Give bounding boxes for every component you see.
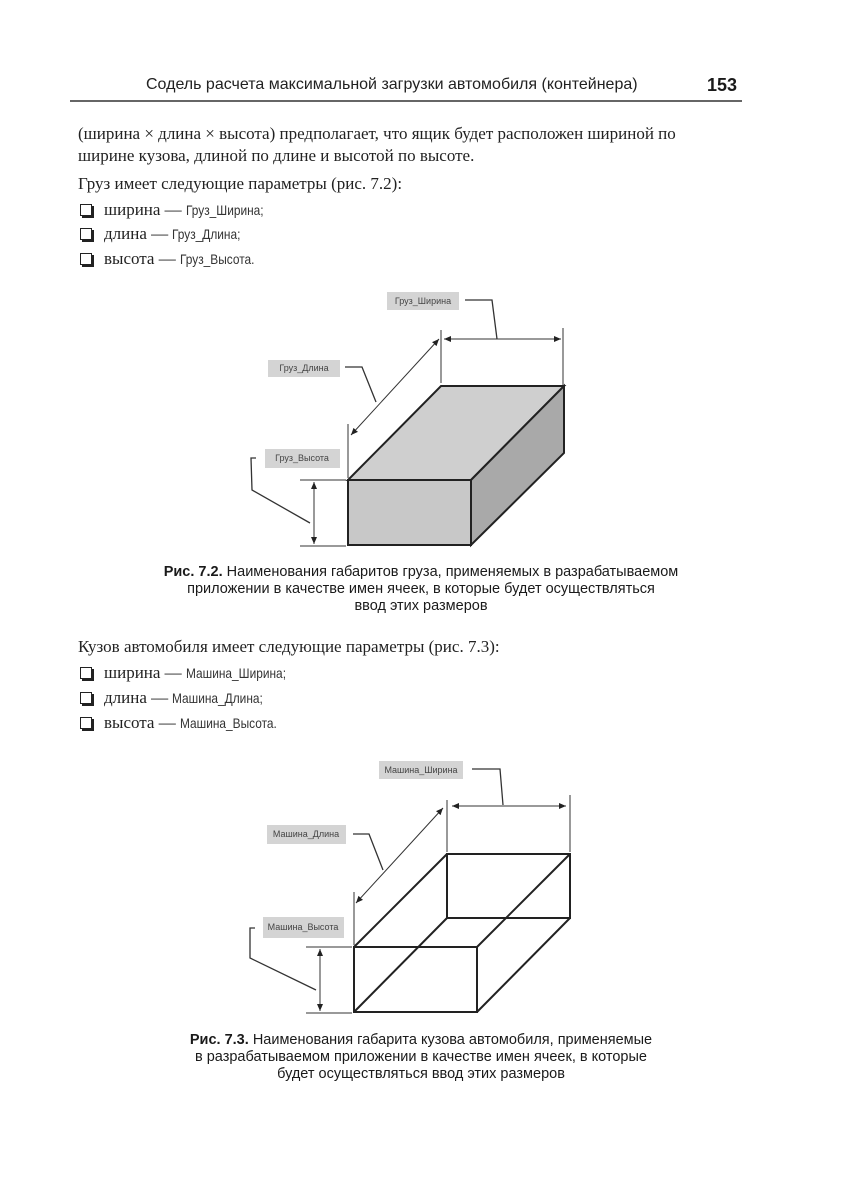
cell-name: Груз_Длина bbox=[172, 226, 238, 242]
item-term: ширина — bbox=[104, 200, 186, 219]
length-label: Груз_Длина bbox=[279, 363, 329, 373]
checkbox-bullet-icon bbox=[80, 667, 92, 679]
figure-7-3-car-body bbox=[250, 761, 570, 1013]
front-rect bbox=[354, 947, 477, 1012]
box-front-face bbox=[348, 480, 471, 545]
running-header: Содель расчета максимальной загрузки автомобиля (контейнера) bbox=[146, 76, 638, 93]
item-cell-name bbox=[172, 690, 263, 706]
caption-line: Наименования габаритов груза, применяемых в разрабатываемом bbox=[226, 564, 679, 580]
paragraph-line: (ширина × длина × высота) предполагает, что ящик будет расположен шириной по bbox=[78, 124, 676, 143]
punct: ; bbox=[282, 665, 286, 681]
list-item bbox=[80, 688, 279, 708]
punct: ; bbox=[237, 226, 241, 242]
length-label: Машина_Длина bbox=[272, 829, 340, 839]
page-number: 153 bbox=[707, 75, 738, 95]
length-leader bbox=[353, 834, 383, 870]
checkbox-bullet-icon bbox=[80, 692, 92, 704]
width-leader bbox=[465, 300, 497, 339]
back-rect bbox=[447, 854, 570, 918]
item-term: ширина — bbox=[104, 663, 186, 682]
width-label: Груз_Ширина bbox=[394, 296, 452, 306]
caption-number: Рис. 7.3. bbox=[189, 1032, 249, 1048]
caption-line: Наименования габарита кузова автомобиля, применяемые bbox=[252, 1032, 653, 1048]
cargo-intro: Груз имеет следующие параметры (рис. 7.2): bbox=[78, 174, 403, 193]
list-item bbox=[80, 663, 304, 683]
cell-name: Машина_Высота bbox=[179, 715, 274, 731]
caption-line: ввод этих размеров bbox=[354, 598, 488, 614]
punct: ; bbox=[260, 202, 264, 218]
item-cell-name bbox=[186, 665, 286, 681]
item-term: длина — bbox=[104, 224, 173, 243]
caption-line: будет осуществляться ввод этих размеров bbox=[277, 1066, 565, 1082]
length-leader bbox=[345, 367, 376, 402]
cell-name: Груз_Ширина bbox=[185, 202, 261, 218]
item-cell-name bbox=[180, 715, 277, 731]
punct: . bbox=[251, 251, 255, 267]
length-arrow bbox=[356, 808, 443, 903]
cell-name: Груз_Высота bbox=[179, 251, 252, 267]
caption-number: Рис. 7.2. bbox=[163, 564, 223, 580]
height-label: Машина_Высота bbox=[267, 922, 339, 932]
punct: ; bbox=[259, 690, 264, 706]
item-term: длина — bbox=[104, 688, 173, 707]
car-intro: Кузов автомобиля имеет следующие параметры (рис. 7.3): bbox=[78, 637, 500, 656]
cell-name: Машина_Длина bbox=[172, 690, 260, 706]
item-term: высота — bbox=[104, 713, 180, 732]
cell-name: Машина_Ширина bbox=[185, 665, 283, 681]
list-item bbox=[80, 713, 294, 733]
punct: . bbox=[273, 715, 277, 731]
width-label: Машина_Ширина bbox=[384, 765, 458, 775]
item-term: высота — bbox=[104, 249, 180, 268]
caption-line: в разрабатываемом приложении в качестве имен ячеек, в которые bbox=[195, 1049, 647, 1065]
paragraph-line: ширине кузова, длиной по длине и высотой по высоте. bbox=[78, 146, 475, 165]
figure-caption bbox=[0, 564, 842, 615]
width-leader bbox=[472, 769, 503, 805]
figure-7-2-cargo-box bbox=[251, 292, 564, 546]
height-label: Груз_Высота bbox=[275, 453, 329, 463]
figure-caption bbox=[0, 1032, 842, 1083]
checkbox-bullet-icon bbox=[80, 717, 92, 729]
caption-line: приложении в качестве имен ячеек, в которые будет осуществляться bbox=[187, 581, 655, 597]
